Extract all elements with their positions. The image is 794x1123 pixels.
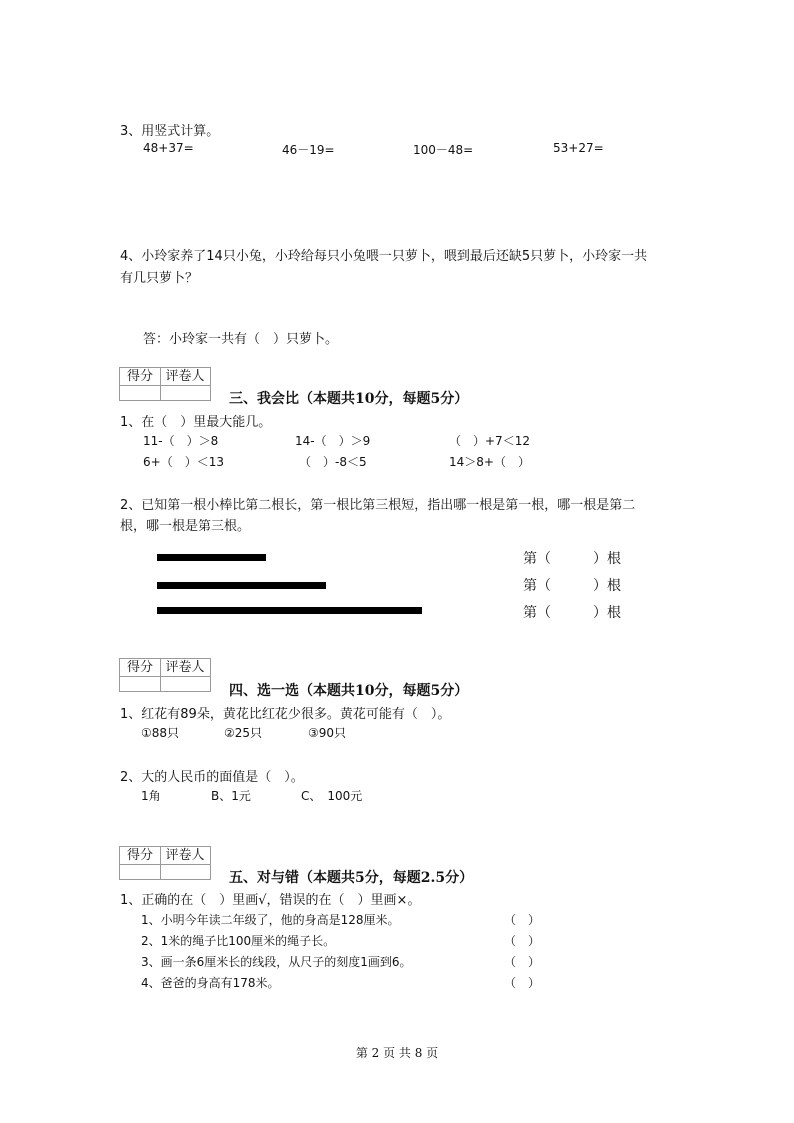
stick-1-label: 第（ ）根 (523, 551, 621, 567)
s5-item-1-bracket: （ ） (504, 913, 541, 927)
q4-answer: 答：小玲家一共有（ ）只萝卜。 (143, 332, 339, 347)
section3-title: 三、我会比（本题共10分，每题5分） (229, 391, 469, 407)
s3-q1-r2-c2: （ ）-8＜5 (299, 455, 367, 469)
score-label: 得分 (120, 847, 161, 864)
s5-item-1: 1、小明今年读二年级了，他的身高是128厘米。 (141, 913, 400, 927)
s5-item-2-bracket: （ ） (504, 934, 541, 948)
section4-title: 四、选一选（本题共10分，每题5分） (229, 683, 469, 699)
s3-q1-r2-c1: 6+（ ）＜13 (143, 455, 224, 469)
s3-q2-line2: 根，哪一根是第三根。 (120, 519, 251, 534)
page-footer: 第 2 页 共 8 页 (355, 1046, 439, 1060)
q4-line2: 有几只萝卜？ (120, 271, 199, 286)
s5-item-4-bracket: （ ） (504, 976, 541, 990)
stick-2 (157, 582, 326, 589)
q3-title: 3、用竖式计算。 (120, 124, 220, 139)
s4-q1-title: 1、红花有89朵，黄花比红花少很多。黄花可能有（ ）。 (120, 707, 451, 722)
grader-label: 评卷人 (165, 369, 205, 384)
s4-q2-title: 2、大的人民币的面值是（ ）。 (120, 770, 304, 785)
s3-q1-r1-c1: 11-（ ）＞8 (143, 434, 219, 448)
q3-item-3: 100－48= (413, 143, 474, 157)
stick-3 (157, 607, 422, 614)
score-box (119, 658, 211, 692)
section5-title: 五、对与错（本题共5分，每题2.5分） (229, 870, 474, 886)
q3-item-4: 53+27= (553, 141, 604, 155)
s4-q1-opt-1: ①88只 (141, 726, 180, 740)
score-label: 得分 (120, 368, 161, 385)
q3-item-1: 48+37= (143, 141, 194, 155)
s5-item-3-bracket: （ ） (504, 955, 541, 969)
s3-q1-r1-c2: 14-（ ）＞9 (295, 434, 371, 448)
s5-item-4: 4、爸爸的身高有178米。 (141, 976, 280, 990)
s5-item-3: 3、画一条6厘米长的线段，从尺子的刻度1画到6。 (141, 955, 412, 969)
grader-label: 评卷人 (165, 660, 205, 675)
s4-q2-opt-2: B、1元 (211, 789, 251, 803)
grader-label: 评卷人 (165, 848, 205, 863)
s3-q1-title: 1、在（ ）里最大能几。 (120, 415, 272, 430)
s5-q1-title: 1、正确的在（ ）里画√，错误的在（ ）里画×。 (120, 893, 421, 908)
score-label: 得分 (120, 659, 161, 676)
q4-line1: 4、小玲家养了14只小兔，小玲给每只小兔喂一只萝卜，喂到最后还缺5只萝卜，小玲家一共 (120, 249, 648, 264)
s4-q2-opt-1: 1角 (141, 789, 161, 803)
s4-q1-opt-3: ③90只 (308, 726, 347, 740)
s3-q2-line1: 2、已知第一根小棒比第二根长，第一根比第三根短，指出哪一根是第一根，哪一根是第二 (120, 498, 636, 513)
q3-item-2: 46－19= (282, 143, 335, 157)
score-box (119, 846, 211, 880)
score-box (119, 367, 211, 401)
s3-q1-r2-c3: 14＞8+（ ） (449, 455, 530, 469)
s4-q1-opt-2: ②25只 (224, 726, 263, 740)
stick-2-label: 第（ ）根 (523, 578, 621, 594)
s3-q1-r1-c3: （ ）+7＜12 (449, 434, 530, 448)
s5-item-2: 2、1米的绳子比100厘米的绳子长。 (141, 934, 336, 948)
s4-q2-opt-3: C、 100元 (301, 789, 363, 803)
stick-1 (157, 554, 266, 561)
stick-3-label: 第（ ）根 (523, 605, 621, 621)
